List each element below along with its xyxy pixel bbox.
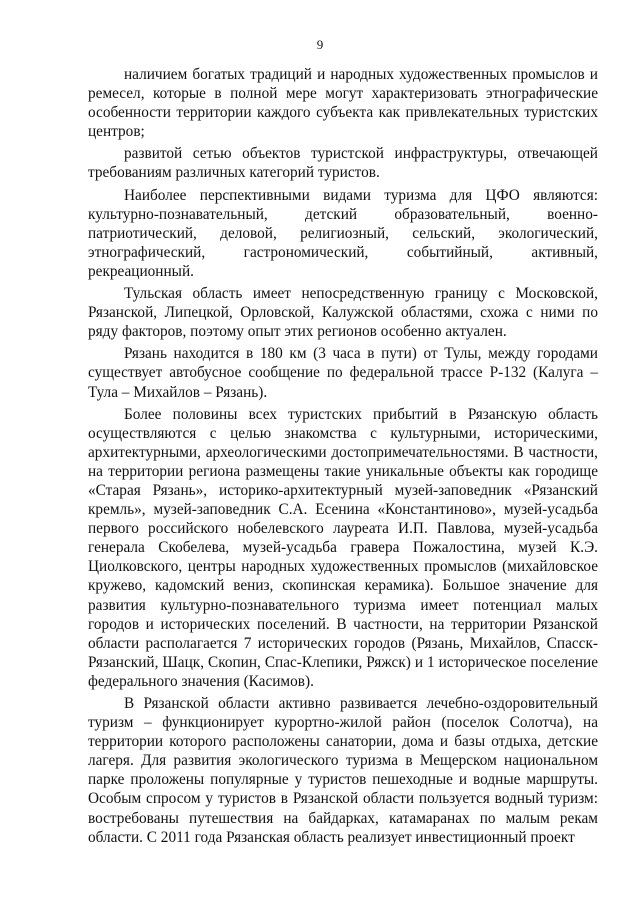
paragraph-ryazan-distance: Рязань находится в 180 км (3 часа в пути) от Тулы, между городами существует автобусное сообщение по федеральной трассе Р-132 (Калуга – Тула – Михайлов – Рязань). <box>88 345 598 401</box>
paragraph-traditions: наличием богатых традиций и народных художественных промыслов и ремесел, которые в полной мере могут характеризовать этнографические особенности территории каждого субъекта как привлекательных туристских центров; <box>88 66 598 141</box>
document-body <box>88 65 598 850</box>
paragraph-tourism-types: Наиболее перспективными видами туризма для ЦФО являются: культурно-познавательный, детский образовательный, военно-патриотический, деловой, религиозный, сельский, экологический, этнографический, гастрономический, событийный, активный, рекреационный. <box>88 186 598 280</box>
page-number: 9 <box>316 37 324 52</box>
paragraph-cultural-tourism: Более половины всех туристских прибытий в Рязанскую область осуществляются с целью знакомства с культурными, историческими, архитектурными, археологическими достопримечательностями. В частности, на территории региона размещены такие уникальные объекты как городище «Старая Рязань», историко-архитектурный музей-заповедник «Рязанский кремль», музей-заповедник С.А. Есенина «Константиново», музей-усадьба первого российского нобелевского лауреата И.П. Павлова, музей-усадьба генерала Скобелева, музей-усадьба гравера Пожалостина, музей К.Э. Циолковского, центры народных художественных промыслов (михайловское кружево, кадомский вениз, скопинская керамика). Большое значение для развития культурно-познавательного туризма имеет потенциал малых городов и исторических поселений. В частности, на территории Рязанской области располагается 7 исторических городов (Рязань, Михайлов, Спасск-Рязанский, Шацк, Скопин, Спас-Клепики, Ряжск) и 1 историческое поселение федерального значения (Касимов). <box>88 405 598 690</box>
paragraph-tula-region: Тульская область имеет непосредственную границу с Московской, Рязанской, Липецкой, Орловской, Калужской областями, схожа с ними по ряду факторов, поэтому опыт этих регионов особенно актуален. <box>88 285 598 341</box>
paragraph-infrastructure: развитой сетью объектов туристской инфраструктуры, отвечающей требованиям различных категорий туристов. <box>88 145 598 182</box>
paragraph-health-tourism: В Рязанской области активно развивается лечебно-оздоровительный туризм – функционирует курортно-жилой район (поселок Солотча), на территории которого расположены санатории, дома и базы отдыха, детские лагеря. Для развития экологического туризма в Мещерском национальном парке проложены популярные у туристов пешеходные и водные маршруты. Особым спросом у туристов в Рязанской области пользуется водный туризм: востребованы путешествия на байдарках, катамаранах по малым рекам области. С 2011 года Рязанская область реализует инвестиционный проект <box>88 695 598 846</box>
